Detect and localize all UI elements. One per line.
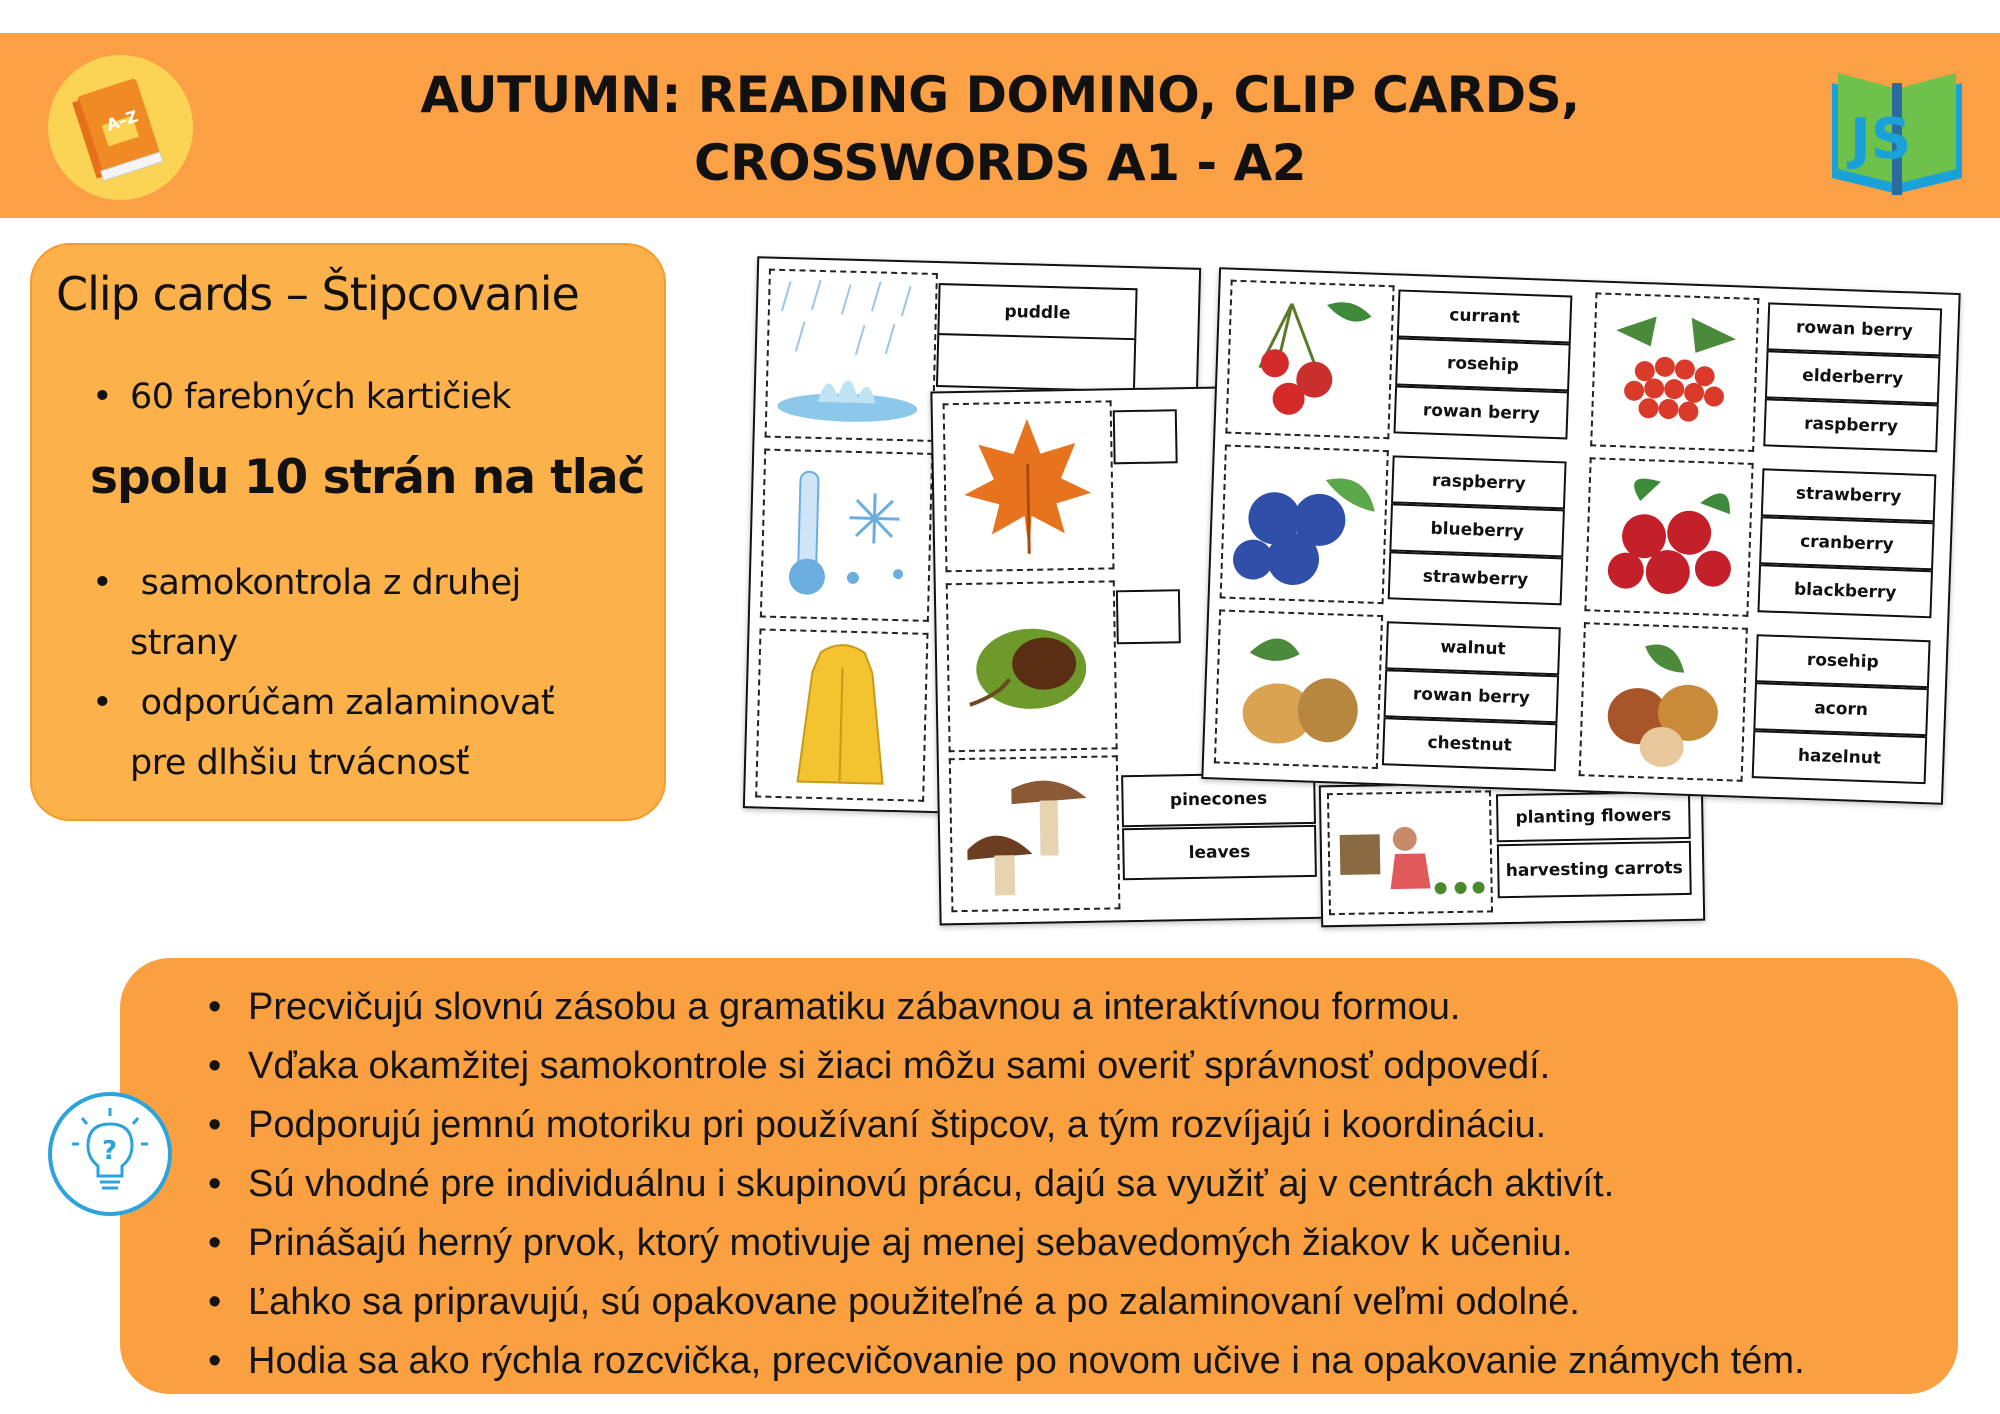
word-tile: pinecones xyxy=(1121,772,1316,827)
info-bullet-laminate xyxy=(92,673,555,793)
word-tile: planting flowers xyxy=(1496,791,1691,842)
word-tile: raspberry xyxy=(1763,398,1939,452)
info-bullet-selfcheck-line2: strany xyxy=(130,623,238,663)
benefit-item: • Prinášajú herný prvok, ktorý motivuje aj menej sebavedomých žiakov k učeniu. xyxy=(248,1214,1948,1273)
mushroom-icon xyxy=(949,755,1121,912)
preview-sheet-berries-nuts xyxy=(1201,267,1960,805)
word-tile-empty xyxy=(1116,589,1181,644)
word-tile: rosehip xyxy=(1755,634,1931,688)
preview-sheet-activities xyxy=(1319,779,1705,928)
benefits-box xyxy=(120,958,1958,1394)
info-bullet-selfcheck-line1: samokontrola z druhej xyxy=(130,563,521,603)
word-tile: blackberry xyxy=(1757,564,1933,618)
currant-rosehip-icon xyxy=(1225,280,1394,440)
raincoat-icon xyxy=(755,628,928,801)
info-subtitle: spolu 10 strán na tlač xyxy=(90,450,645,505)
info-bullet-cards xyxy=(92,367,511,427)
word-tile: leaves xyxy=(1122,825,1317,880)
word-tile-empty xyxy=(1113,409,1178,464)
word-tile: rosehip xyxy=(1395,337,1571,391)
word-tile: chestnut xyxy=(1382,717,1558,771)
benefits-list xyxy=(248,978,1948,1391)
word-tile: rowan berry xyxy=(1393,385,1569,439)
word-tile: hazelnut xyxy=(1752,730,1928,784)
info-title: Clip cards – Štipcovanie xyxy=(56,267,579,321)
word-tile: cranberry xyxy=(1759,516,1935,570)
info-bullet-laminate-line2: pre dlhšiu trvácnosť xyxy=(130,743,469,783)
rowan-berry-icon xyxy=(1590,292,1759,452)
page-title xyxy=(0,61,2000,197)
svg-text:?: ? xyxy=(102,1136,118,1166)
hazelnut-icon xyxy=(1579,622,1748,782)
word-tile: rowan berry xyxy=(1767,302,1943,356)
word-tile: walnut xyxy=(1385,621,1561,675)
lightbulb-question-icon xyxy=(48,1092,172,1216)
benefit-item: • Podporujú jemnú motoriku pri používaní štipcov, a tým rozvíjajú i koordináciu. xyxy=(248,1096,1948,1155)
benefit-item: • Ľahko sa pripravujú, sú opakovane použiteľné a po zalaminovaní veľmi odolné. xyxy=(248,1273,1948,1332)
word-tile: puddle xyxy=(937,283,1137,342)
clip-cards-info-box xyxy=(30,243,666,821)
planting-icon xyxy=(1327,790,1493,915)
word-tile: strawberry xyxy=(1388,551,1564,605)
open-book-js-icon xyxy=(1822,43,1972,203)
benefit-item: • Hodia sa ako rýchla rozcvička, precvičovanie po novom učive i na opakovanie známych tém. xyxy=(248,1332,1948,1391)
benefit-item: • Vďaka okamžitej samokontrole si žiaci môžu sami overiť správnosť odpovedí. xyxy=(248,1037,1948,1096)
blueberry-icon xyxy=(1220,445,1389,605)
cranberry-icon xyxy=(1584,457,1753,617)
word-tile: elderberry xyxy=(1765,350,1941,404)
word-tile: acorn xyxy=(1753,682,1929,736)
thermometer-snowflake-icon xyxy=(760,449,933,622)
info-bullet-cards-text: 60 farebných kartičiek xyxy=(130,377,511,417)
bullet-dot: • xyxy=(92,683,113,723)
clip-cards-preview xyxy=(720,262,1950,932)
logo-right-text: JS xyxy=(1850,107,1912,172)
header-banner xyxy=(0,33,2000,218)
bullet-dot: • xyxy=(92,563,113,603)
benefit-item: • Sú vhodné pre individuálnu i skupinovú prácu, dajú sa využiť aj v centrách aktivít. xyxy=(248,1155,1948,1214)
word-tile: raspberry xyxy=(1391,455,1567,509)
word-tile-empty xyxy=(936,333,1136,392)
walnut-icon xyxy=(1214,609,1383,769)
logo-left-text: A–Z xyxy=(103,106,141,135)
info-bullet-laminate-line1: odporúčam zalaminovať xyxy=(130,683,555,723)
word-tile: currant xyxy=(1397,289,1573,343)
title-line-2: CROSSWORDS A1 - A2 xyxy=(693,134,1307,192)
word-tile: harvesting carrots xyxy=(1497,841,1692,898)
title-line-1: AUTUMN: READING DOMINO, CLIP CARDS, xyxy=(420,66,1580,124)
maple-leaf-icon xyxy=(943,400,1115,572)
benefit-item: • Precvičujú slovnú zásobu a gramatiku zábavnou a interaktívnou formou. xyxy=(248,978,1948,1037)
rain-puddle-icon xyxy=(765,269,938,442)
info-bullet-selfcheck xyxy=(92,553,521,673)
word-tile: rowan berry xyxy=(1384,669,1560,723)
word-tile: blueberry xyxy=(1389,503,1565,557)
word-tile: strawberry xyxy=(1761,468,1937,522)
bullet-dot: • xyxy=(92,377,113,417)
chestnut-icon xyxy=(946,580,1118,752)
